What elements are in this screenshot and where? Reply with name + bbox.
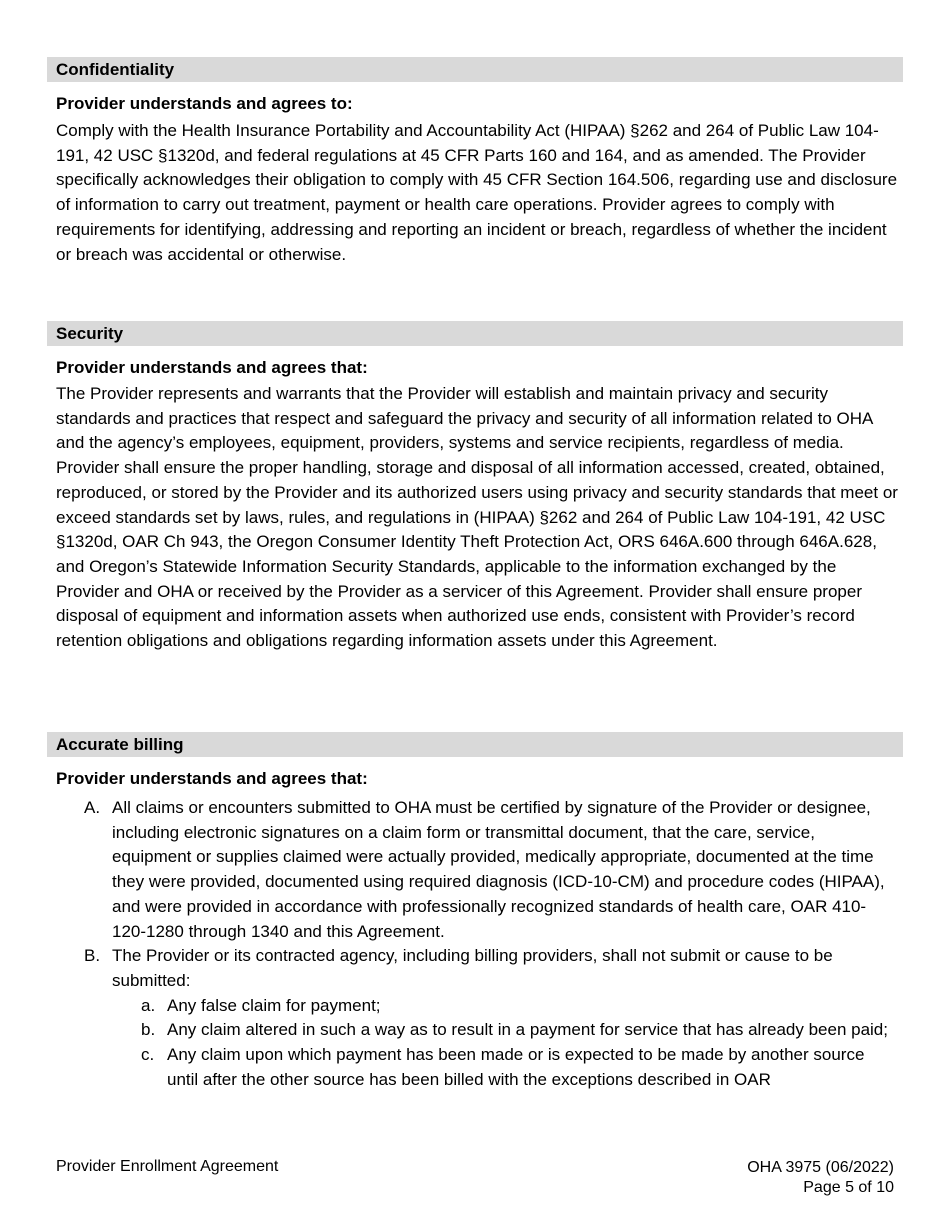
footer-page-number: Page 5 of 10 <box>803 1179 894 1196</box>
footer-document-title: Provider Enrollment Agreement <box>56 1158 279 1175</box>
sub-list-item-text: Any false claim for payment; <box>167 995 381 1015</box>
confidentiality-body: Comply with the Health Insurance Portability and Accountability Act (HIPAA) §262 and 264 of Public Law 104-191, 42 USC §1320d, and federal regulations at 45 CFR Parts 160 and 164, and as amended. The Provider specifically acknowledges their obligation to comply with 45 CFR Section 164.506, regarding use and disclosure of information to carry out treatment, payment or health care operations. Provider agrees to comply with requirements for identifying, addressing and reporting an incident or breach, regardless of whether the incident or breach was accidental or otherwise. <box>56 121 898 264</box>
section-header-security: Security <box>47 321 903 346</box>
confidentiality-intro: Provider understands and agrees to: <box>56 94 353 113</box>
list-item-text: The Provider or its contracted agency, including billing providers, shall not submit or cause to be submitted: <box>112 946 833 990</box>
sub-list-item-text: Any claim altered in such a way as to result in a payment for service that has already been paid; <box>167 1020 888 1040</box>
list-item <box>0 796 892 944</box>
list-marker: A. <box>84 798 101 817</box>
billing-sublist <box>112 994 892 1093</box>
sub-list-marker: c. <box>141 1045 155 1065</box>
footer-form-number: OHA 3975 (06/2022) <box>747 1159 894 1176</box>
sub-list-item-text: Any claim upon which payment has been made or is expected to be made by another source until after the other source has been billed with the exceptions described in OAR <box>167 1045 865 1089</box>
security-body: The Provider represents and warrants that the Provider will establish and maintain privacy and security standards and practices that respect and safeguard the privacy and security of all information related to OHA and the agency’s employees, equipment, providers, systems and service recipients, regardless of media. Provider shall ensure the proper handling, storage and disposal of all information accessed, created, obtained, reproduced, or stored by the Provider and its authorized users using privacy and security standards that meet or exceed standards set by laws, rules, and regulations in (HIPAA) §262 and 264 of Public Law 104-191, 42 USC §1320d, OAR Ch 943, the Oregon Consumer Identity Theft Protection Act, ORS 646A.600 through 646A.628, and Oregon’s Statewide Information Security Standards, applicable to the information exchanged by the Provider and OHA or received by the Provider as a servicer of this Agreement. Provider shall ensure proper disposal of equipment and information assets when authorized use ends, consistent with Provider’s record retention obligations and obligations regarding information assets under this Agreement. <box>56 384 898 651</box>
list-item-text: All claims or encounters submitted to OHA must be certified by signature of the Provider or designee, including electronic signatures on a claim form or transmittal document, that the care, service, equipment or supplies claimed were actually provided, medically appropriate, documented at the time they were provided, documented using required diagnosis (ICD-10-CM) and procedure codes (HIPAA), and were provided in accordance with professionally recognized standards of health care, OAR 410-120-1280 through 1340 and this Agreement. <box>112 798 885 941</box>
billing-list <box>0 796 950 1092</box>
sub-list-item <box>112 1043 892 1092</box>
sub-list-marker: b. <box>141 1020 156 1040</box>
billing-intro: Provider understands and agrees that: <box>56 769 368 788</box>
list-item <box>0 944 892 1092</box>
sub-list-marker: a. <box>141 995 156 1015</box>
sub-list-item <box>112 1018 892 1043</box>
footer-form-info <box>747 1158 894 1198</box>
section-header-confidentiality: Confidentiality <box>47 57 903 82</box>
security-intro: Provider understands and agrees that: <box>56 358 368 377</box>
sub-list-item <box>112 994 892 1019</box>
list-marker: B. <box>84 946 101 966</box>
section-header-accurate-billing: Accurate billing <box>47 732 903 757</box>
